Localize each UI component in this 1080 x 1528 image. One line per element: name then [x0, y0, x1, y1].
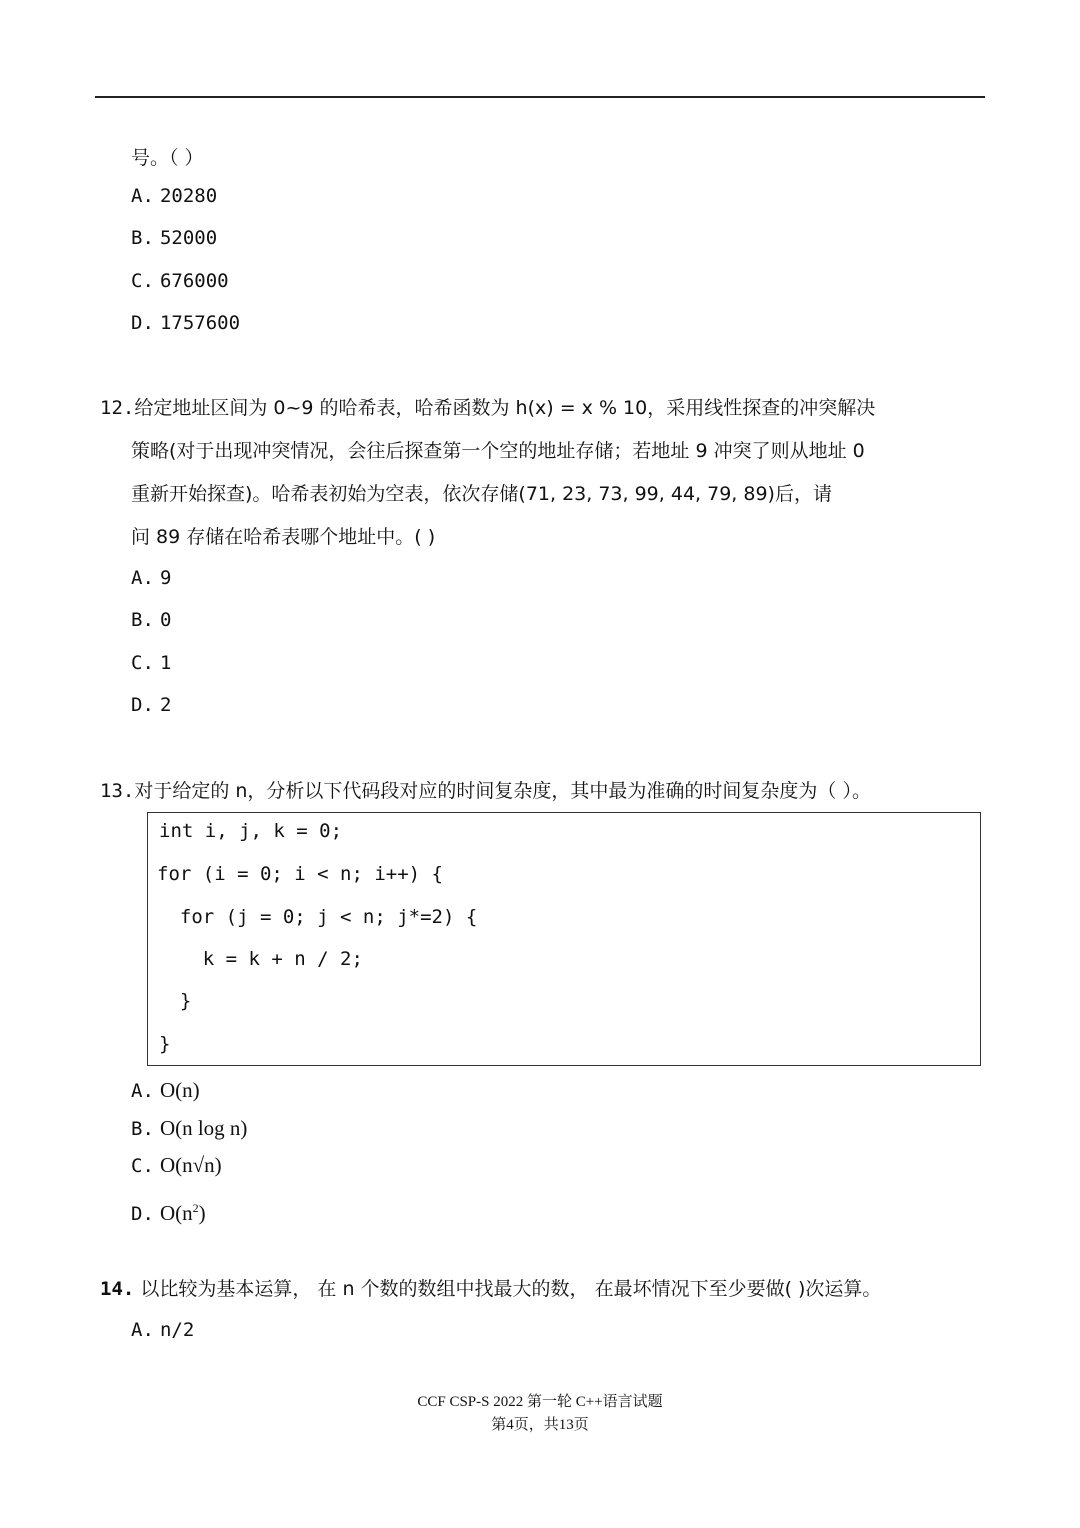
q14-question: 14. 以比较为基本运算， 在 n 个数的数组中找最大的数， 在最坏情况下至少要做( )次运算。 [100, 1278, 882, 1300]
q14-number: 14. [100, 1278, 135, 1300]
code-block [147, 812, 981, 1066]
q12-line-2: 策略(对于出现冲突情况，会往后探查第一个空的地址存储；若地址 9 冲突了则从地址 0 [131, 440, 865, 462]
q12-option-d: D. 2 [131, 694, 172, 716]
q12-option-c: C. 1 [131, 652, 172, 674]
q13-option-a: A. O(n) [131, 1078, 200, 1102]
q13-option-c: C. O(n√n) [131, 1153, 222, 1177]
q14-option-a: A. n/2 [131, 1319, 195, 1341]
q13-option-d: D. $O(n^2)$ [131, 1201, 206, 1225]
q11-option-c: C. 676000 [131, 270, 229, 292]
q12-line-3: 重新开始探查)。哈希表初始为空表，依次存储(71, 23, 73, 99, 44, 79, 89)后，请 [131, 483, 832, 505]
q13-question: 13.对于给定的 n，分析以下代码段对应的时间复杂度，其中最为准确的时间复杂度为（ ）。 [100, 780, 871, 802]
q11-option-b: B. 52000 [131, 227, 218, 249]
header-rule [95, 96, 985, 98]
q11-tail: 号。（ ） [131, 147, 204, 169]
q12-number: 12. [100, 397, 135, 419]
code-line-6: } [159, 1033, 171, 1055]
q12-line-1: 12.给定地址区间为 0~9 的哈希表，哈希函数为 h(x) = x % 10，采用线性探查的冲突解决 [100, 397, 876, 419]
q11-option-a: A. 20280 [131, 185, 218, 207]
q11-option-d: D. 1757600 [131, 312, 241, 334]
code-line-3: for (j = 0; j < n; j*=2) { [157, 906, 478, 928]
code-line-5: } [157, 990, 192, 1012]
footer-page-number: 第4页，共13页 [491, 1417, 589, 1433]
q12-option-b: B. 0 [131, 609, 172, 631]
code-line-1: int i, j, k = 0; [159, 820, 343, 842]
code-line-2: for (i = 0; i < n; i++) { [157, 863, 443, 885]
q13-option-b: B. O(n log n) [131, 1116, 248, 1140]
footer-title: CCF CSP-S 2022 第一轮 C++语言试题 [417, 1394, 663, 1410]
q12-option-a: A. 9 [131, 567, 172, 589]
code-line-4: k = k + n / 2; [157, 948, 363, 970]
q12-line-4: 问 89 存储在哈希表哪个地址中。( ) [131, 526, 436, 548]
q13-number: 13. [100, 780, 135, 802]
